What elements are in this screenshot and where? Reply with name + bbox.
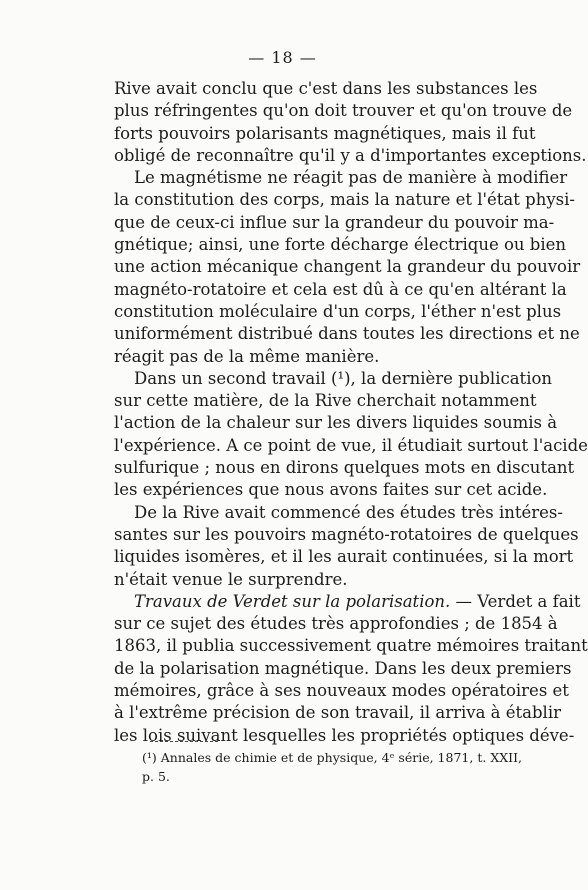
text-line: forts pouvoirs polarisants magnétiques, mais il fut (114, 123, 536, 143)
text-line: la constitution des corps, mais la nature et l'état physi- (114, 190, 575, 210)
text-line: Le magnétisme ne réagit pas de manière à modifier (134, 168, 568, 188)
footnote-divider (150, 741, 218, 742)
text-line: gnétique; ainsi, une forte décharge électrique ou bien (114, 235, 566, 255)
text-line: réagit pas de la même manière. (114, 346, 380, 366)
text-line: liquides isomères, et il les aurait continuées, si la mort (114, 547, 574, 567)
text-line: uniformément distribué dans toutes les directions et ne (114, 324, 580, 344)
text-line: une action mécanique changent la grandeur du pouvoir (114, 257, 581, 277)
text-line: sulfurique ; nous en dirons quelques mots en discutant (114, 458, 575, 478)
text-line: constitution moléculaire d'un corps, l'éther n'est plus (114, 301, 562, 321)
text-line: l'action de la chaleur sur les divers liquides soumis à (114, 413, 558, 433)
section-heading: Travaux de Verdet sur la polarisation. (134, 591, 451, 611)
text-line: les lois suivant lesquelles les propriétés optiques déve- (114, 725, 575, 745)
text-line: 1863, il publia successivement quatre mémoires traitant (114, 636, 588, 656)
text-line: de la polarisation magnétique. Dans les deux premiers (114, 658, 572, 678)
text-line: magnéto-rotatoire et cela est dû à ce qu'en altérant la (114, 279, 567, 299)
text-line: plus réfringentes qu'on doit trouver et qu'on trouve de (114, 101, 573, 121)
text-line: Dans un second travail (¹), la dernière publication (134, 368, 553, 388)
footnote-line: (¹) Annales de chimie et de physique, 4ᵉ série, 1871, t. XXII, (142, 750, 522, 765)
text-line: les expériences que nous avons faites sur cet acide. (114, 480, 548, 500)
text-line: De la Rive avait commencé des études très intéres- (134, 502, 563, 522)
text-line: Rive avait conclu que c'est dans les substances les (114, 79, 538, 98)
text-line: obligé de reconnaître qu'il y a d'importantes exceptions. (114, 145, 587, 165)
text-line: n'était venue le surprendre. (114, 569, 348, 589)
text-line: l'expérience. A ce point de vue, il étudiait surtout l'acide (114, 435, 588, 455)
text-line: à l'extrême précision de son travail, il arriva à établir (114, 703, 561, 723)
body-text (114, 78, 588, 747)
text-line: mémoires, grâce à ses nouveaux modes opératoires et (114, 681, 569, 701)
text-line: sur cette matière, de la Rive cherchait notamment (114, 391, 537, 411)
text-line: santes sur les pouvoirs magnéto-rotatoires de quelques (114, 524, 579, 544)
footnote-line: p. 5. (142, 769, 170, 784)
page-number: — 18 — (248, 48, 317, 67)
text-line: sur ce sujet des études très approfondies ; de 1854 à (114, 614, 558, 634)
section-heading-tail: — Verdet a fait (450, 591, 581, 611)
text-line: que de ceux-ci influe sur la grandeur du pouvoir ma- (114, 212, 555, 232)
section-heading-line (114, 591, 581, 613)
footnote (142, 748, 522, 786)
